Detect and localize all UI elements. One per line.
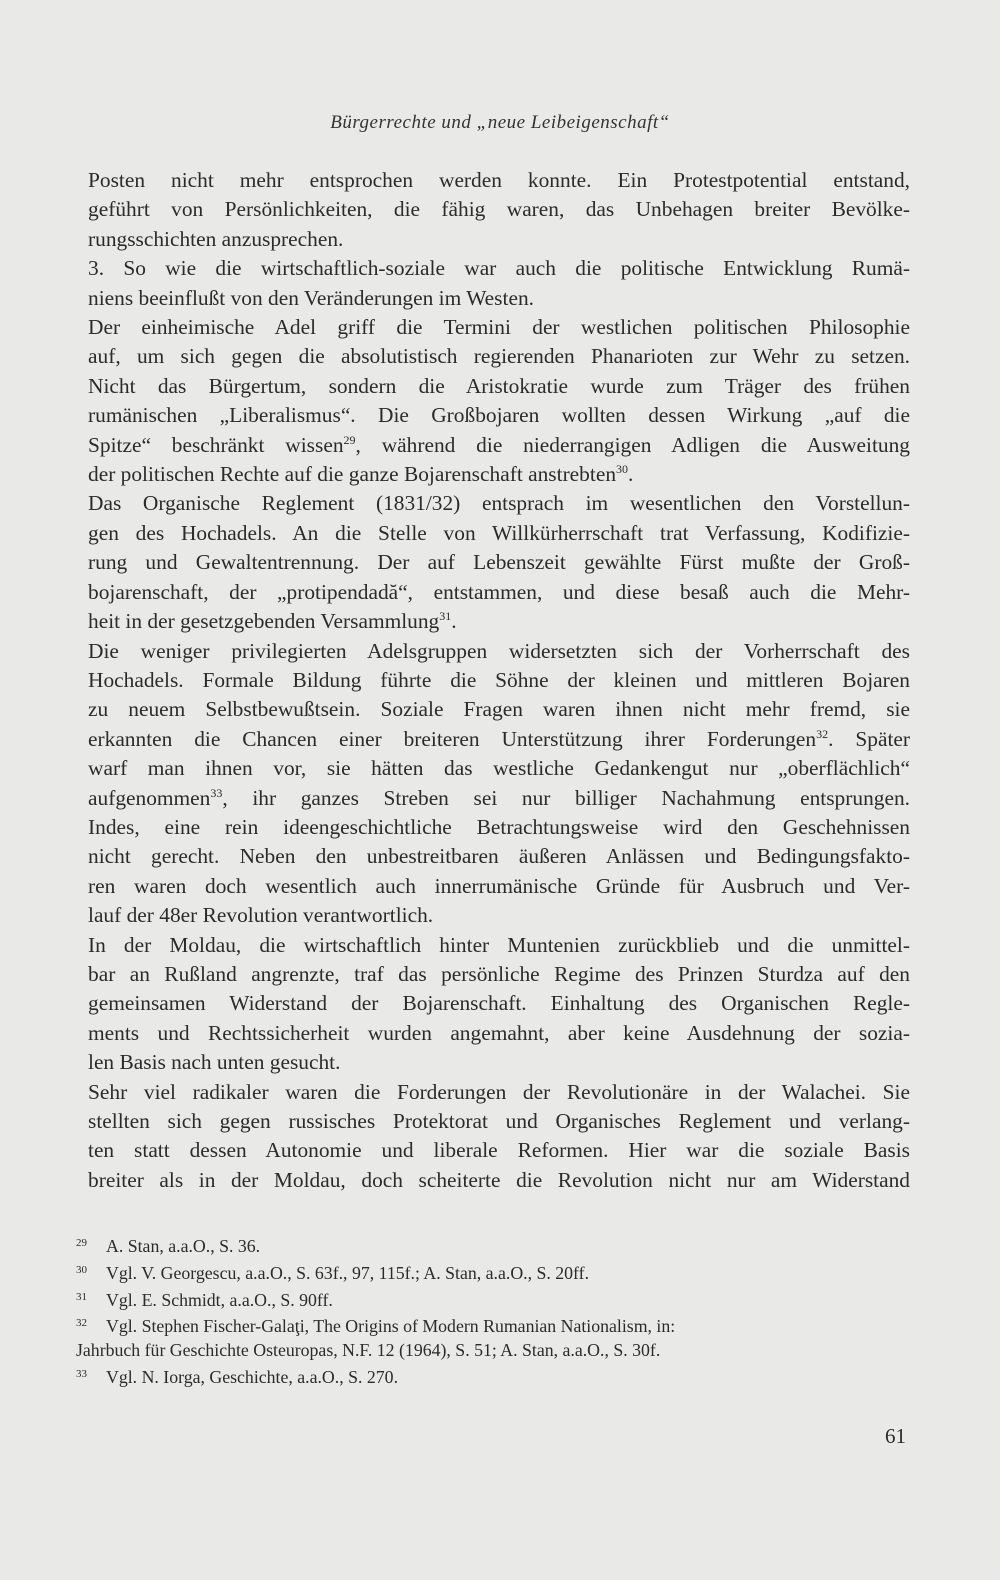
text-line: auf, um sich gegen die absolutistisch regierenden Phanarioten zur Wehr zu setzen. (88, 344, 910, 369)
text-line: Das Organische Reglement (1831/32) entsprach im wesentlichen den Vorstellun- (88, 491, 910, 516)
footnote-ref: 30 (616, 461, 629, 476)
text-line: der politischen Rechte auf die ganze Bojarenschaft anstrebten$^{30}$. (88, 461, 634, 487)
footnote-number: 30 (76, 1263, 87, 1276)
footnote-ref: 29 (343, 432, 356, 447)
text-line: gen des Hochadels. An die Stelle von Willkürherrschaft trat Verfassung, Kodifizie- (88, 520, 910, 545)
footnote-number: 31 (76, 1290, 87, 1303)
text-line: 3. So wie die wirtschaftlich-soziale war auch die politische Entwicklung Rumä- (88, 256, 910, 281)
footnote-ref: 31 (439, 608, 452, 623)
paragraph (88, 1078, 910, 1196)
text-line: erkannten die Chancen einer breiteren Unterstützung ihrer Forderungen$^{32}$. Später (88, 726, 911, 751)
text-line: Spitze“ beschränkt wissen$^{29}$, während die niederrangigen Adligen die Ausweitung (88, 432, 910, 457)
text-line: In der Moldau, die wirtschaftlich hinter Muntenien zurückblieb und die unmittel- (88, 932, 910, 957)
footnote-number: 32 (76, 1317, 87, 1330)
footnote-number: 29 (76, 1237, 87, 1249)
paragraph (88, 489, 910, 636)
footnote-text: Vgl. V. Georgescu, a.a.O., S. 63f., 97, 115f.; A. Stan, a.a.O., S. 20ff. (106, 1262, 590, 1283)
footnotes-section (76, 1232, 910, 1390)
footnote-ref: 33 (210, 785, 223, 800)
text-line: bojarenschaft, der „protipendadă“, entstammen, und diese besaß auch die Mehr- (88, 579, 910, 604)
text-line: len Basis nach unten gesucht. (88, 1050, 341, 1075)
text-line: geführt von Persönlichkeiten, die fähig waren, das Unbehagen breiter Bevölke- (88, 197, 910, 222)
text-line: aufgenommen$^{33}$, ihr ganzes Streben sei nur billiger Nachahmung entsprungen. (88, 785, 910, 810)
page-number: 61 (885, 1424, 906, 1448)
text-line: Nicht das Bürgertum, sondern die Aristokratie wurde zum Träger des frühen (88, 373, 910, 398)
text-line: Der einheimische Adel griff die Termini der westlichen politischen Philosophie (88, 315, 910, 340)
paragraph (88, 637, 910, 931)
footnote-text: Jahrbuch für Geschichte Osteuropas, N.F. 12 (1964), S. 51; A. Stan, a.a.O., S. 30f. (76, 1340, 661, 1361)
footnote-line (76, 1259, 910, 1286)
body-text (88, 166, 910, 1195)
text-line: Hochadels. Formale Bildung führte die Söhne der kleinen und mittleren Bojaren (88, 667, 910, 692)
footnote-ref: 32 (816, 726, 829, 741)
paragraph (88, 313, 910, 489)
running-header: Bürgerrechte und „neue Leibeigenschaft“ (330, 112, 670, 133)
text-line: rungsschichten anzusprechen. (88, 226, 344, 251)
footnote-text: Vgl. Stephen Fischer-Galaţi, The Origins of Modern Rumanian Nationalism, in: (106, 1316, 676, 1337)
text-line: zu neuem Selbstbewußtsein. Soziale Fragen waren ihnen nicht mehr fremd, sie (88, 697, 910, 722)
text-line: ren waren doch wesentlich auch innerrumänische Gründe für Ausbruch und Ver- (88, 873, 910, 898)
footnote (76, 1259, 910, 1286)
text-line: nicht gerecht. Neben den unbestreitbaren äußeren Anlässen und Bedingungsfakto- (88, 844, 910, 869)
text-line: heit in der gesetzgebenden Versammlung$^{31}$. (88, 608, 457, 634)
paragraph (88, 166, 910, 254)
text-line: Indes, eine rein ideengeschichtliche Betrachtungsweise wird den Geschehnissen (88, 814, 910, 839)
text-line: rumänischen „Liberalismus“. Die Großbojaren wollten dessen Wirkung „auf die (88, 403, 910, 428)
footnote (76, 1312, 910, 1363)
text-line: lauf der 48er Revolution verantwortlich. (88, 903, 434, 928)
footnote (76, 1363, 910, 1390)
text-line: Posten nicht mehr entsprochen werden konnte. Ein Protestpotential entstand, (88, 168, 910, 192)
text-line: stellten sich gegen russisches Protektorat und Organisches Reglement und verlang- (88, 1109, 910, 1133)
paragraph (88, 254, 910, 313)
paragraph (88, 931, 910, 1078)
text-line: Sehr viel radikaler waren die Forderungen der Revolutionäre in der Walachei. Sie (88, 1079, 910, 1104)
text-line: niens beeinflußt von den Veränderungen im Westen. (88, 285, 534, 310)
footnote-line (76, 1286, 910, 1313)
footnote-line (76, 1363, 910, 1390)
footnote-text: Vgl. N. Iorga, Geschichte, a.a.O., S. 270. (106, 1366, 399, 1387)
text-line: bar an Rußland angrenzte, traf das persönliche Regime des Prinzen Sturdza auf den (88, 961, 910, 986)
text-line: ments und Rechtssicherheit wurden angemahnt, aber keine Ausdehnung der sozia- (88, 1020, 910, 1045)
footnote-number: 33 (76, 1367, 87, 1380)
footnote-text: A. Stan, a.a.O., S. 36. (106, 1236, 261, 1256)
footnote-line (76, 1312, 910, 1339)
footnote (76, 1286, 910, 1313)
footnote-line (76, 1232, 910, 1259)
text-line: rung und Gewaltentrennung. Der auf Lebenszeit gewählte Fürst mußte der Groß- (88, 550, 910, 575)
text-line: Die weniger privilegierten Adelsgruppen widersetzten sich der Vorherrschaft des (88, 638, 910, 663)
text-line: breiter als in der Moldau, doch scheiterte die Revolution nicht nur am Widerstand (88, 1167, 910, 1192)
footnote-line (76, 1339, 910, 1363)
text-line: ten statt dessen Autonomie und liberale Reformen. Hier war die soziale Basis (88, 1138, 910, 1163)
footnote-text: Vgl. E. Schmidt, a.a.O., S. 90ff. (106, 1289, 333, 1310)
footnote (76, 1232, 910, 1259)
text-line: gemeinsamen Widerstand der Bojarenschaft. Einhaltung des Organischen Regle- (88, 991, 910, 1016)
text-line: warf man ihnen vor, sie hätten das westliche Gedankengut nur „oberflächlich“ (88, 756, 910, 781)
